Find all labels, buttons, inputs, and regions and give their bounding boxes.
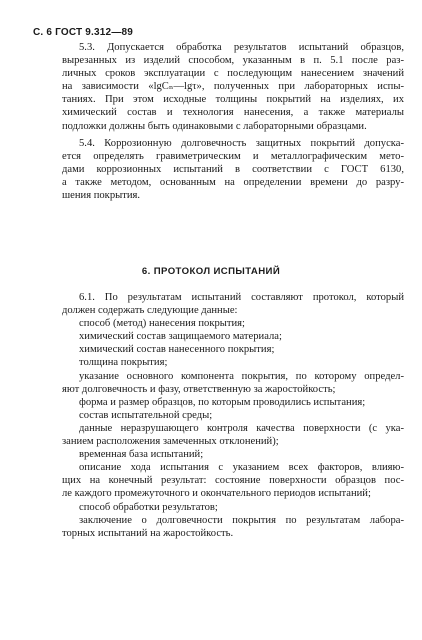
- text-line: дами коррозионных испытаний в соответствии с ГОСТ 6130,: [62, 164, 404, 176]
- list-item-continuation: щих на конечный результат: состояние поверхности образцов пос-: [62, 475, 404, 487]
- list-item: толщина покрытия;: [79, 357, 168, 369]
- section-heading: 6. ПРОТОКОЛ ИСПЫТАНИЙ: [141, 266, 281, 277]
- list-item: описание хода испытания с указанием всех факторов, влияю-: [79, 462, 404, 474]
- text-line: вырезанных из изделий способом, указанным в п. 5.1 после раз-: [62, 55, 404, 67]
- list-item-continuation: занием расположения замеченных отклонений);: [62, 436, 279, 448]
- list-item: указание основного компонента покрытия, по которому определ-: [79, 370, 404, 382]
- list-item: данные неразрушающего контроля качества поверхности (с ука-: [79, 422, 404, 434]
- list-item: форма и размер образцов, по которым проводились испытания;: [79, 396, 366, 408]
- text-line: химический состав и технология нанесения, а также материалы: [62, 107, 404, 119]
- list-item-continuation: торных испытаний на жаростойкость.: [62, 527, 234, 539]
- text-line: 6.1. По результатам испытаний составляют протокол, который: [79, 292, 404, 303]
- list-item: заключение о долговечности покрытия по результатам лабора-: [79, 514, 404, 526]
- list-item: временная база испытаний;: [79, 449, 204, 461]
- list-item: состав испытательной среды;: [79, 409, 213, 421]
- text-line: на зависимости «lgCₙ—lgτ», полученных при лабораторных испы-: [62, 81, 404, 93]
- text-line: должен содержать следующие данные:: [62, 305, 238, 317]
- text-line: ется определять гравиметрическим и металлографическим мето-: [62, 151, 404, 163]
- list-item: способ обработки результатов;: [79, 501, 218, 513]
- text-line: а также методом, основанным на определении времени до разру-: [62, 177, 404, 189]
- text-line: 5.3. Допускается обработка результатов испытаний образцов,: [79, 42, 404, 53]
- text-line: подложки должны быть одинаковыми с лабораторными образцами.: [62, 120, 367, 132]
- list-item-continuation: ле каждого промежуточного и окончательного периодов испытаний;: [62, 488, 371, 500]
- list-item: химический состав нанесенного покрытия;: [79, 344, 275, 356]
- list-item: химический состав защищаемого материала;: [79, 331, 282, 343]
- list-item-continuation: яют долговечность и фазу, ответственную за жаростойкость;: [62, 383, 336, 395]
- page-header: С. 6 ГОСТ 9.312—89: [33, 27, 134, 38]
- paragraph-5-3: [62, 41, 404, 133]
- text-line: 5.4. Коррозионную долговечность защитных покрытий допуска-: [79, 138, 404, 149]
- list-item: способ (метод) нанесения покрытия;: [79, 318, 245, 330]
- paragraph-6-1: [62, 291, 404, 540]
- paragraph-5-4: [62, 137, 404, 202]
- text-line: таниях. При этом исходные толщины покрытий на изделиях, их: [62, 94, 404, 106]
- text-line: личных сроков эксплуатации с последующим нанесением значений: [62, 68, 404, 80]
- text-line: шения покрытия.: [62, 190, 141, 202]
